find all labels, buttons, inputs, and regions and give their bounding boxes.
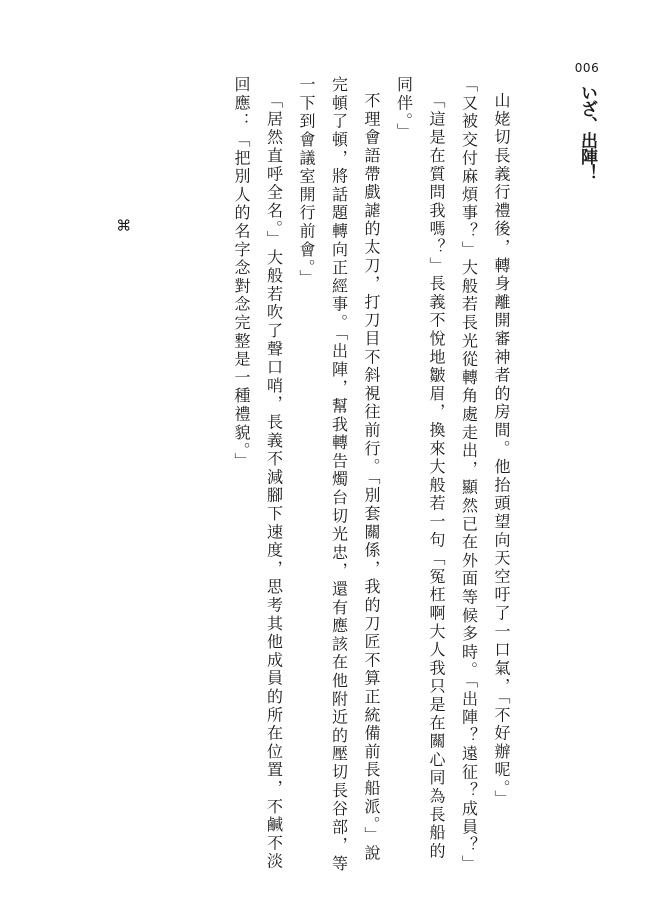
paragraph-3: 「這是在質問我嗎？」長義不悅地皺眉，換來大般若一句「冤枉啊大人我只是在關心同為長船的同伴。」 <box>394 76 446 861</box>
paragraph-1: 山姥切長義行禮後，轉身離開審神者的房間。他抬頭望向天空吁了一口氣，「不好辦呢。」 <box>492 92 511 808</box>
chapter-title: いざ、出陣！ <box>577 84 597 180</box>
body-text <box>225 76 518 876</box>
ornament-icon: ⌘ <box>114 217 132 233</box>
page-number: 006 <box>574 61 600 75</box>
paragraph-4: 不理會語帶戲謔的太刀，打刀目不斜視往前行。「別套關係，我的刀匠不算正統備前長船派。」說完頓了頓，將話題轉向正經事。「出陣，幫我轉告燭台切光忠，還有應該在他附近的壓切長谷部，等一下到會議室開行前會。」 <box>297 76 381 874</box>
paragraph-5: 「居然直呼全名。」大般若吹了聲口哨，長義不減腳下速度，思考其他成員的所在位置，不鹹不淡回應：「把別人的名字念對念完整是一種禮貌。」 <box>232 76 284 871</box>
paragraph-2: 「又被交付麻煩事？」大般若長光從轉角處走出，顯然已在外面等候多時。「出陣？遠征？成員？」 <box>459 76 479 874</box>
